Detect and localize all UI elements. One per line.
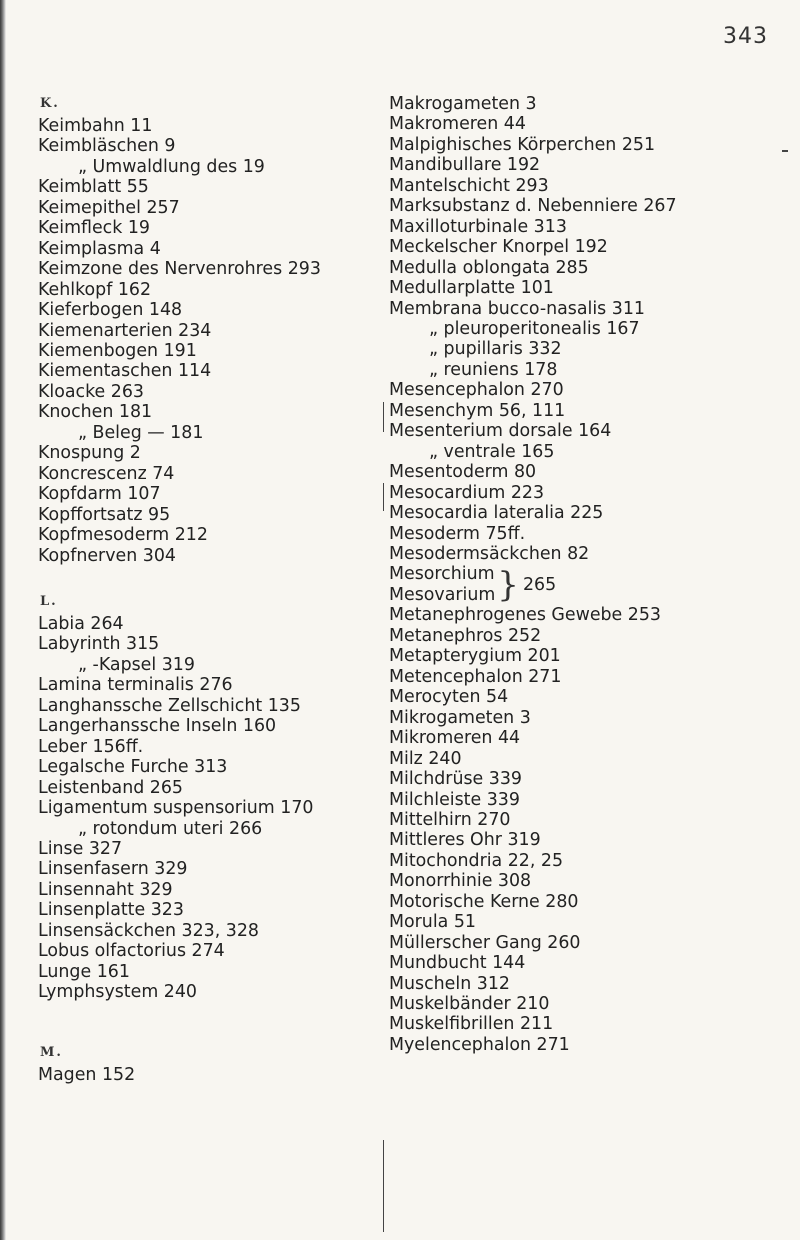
index-entry: Leistenband 265	[38, 777, 183, 798]
brace-entry-name: Mesovarium	[389, 584, 496, 605]
section-l-entries	[38, 614, 358, 1003]
index-entry: Metapterygium 201	[389, 646, 561, 667]
index-entry: Muskelbänder 210	[389, 994, 550, 1015]
index-entry: Mesodermsäckchen 82	[389, 543, 590, 564]
margin-dash-mark	[782, 150, 788, 152]
index-entry: Keimfleck 19	[38, 218, 150, 239]
index-entry: Milchdrüse 339	[389, 769, 522, 790]
index-entry: Knospung 2	[38, 443, 141, 464]
index-entry: Kloacke 263	[38, 381, 144, 402]
index-entry: Kiemenarterien 234	[38, 320, 212, 341]
margin-rule-mark	[383, 1140, 384, 1232]
index-entry: Mesocardia lateralia 225	[389, 503, 604, 524]
index-entry: Mesoderm 75ff.	[389, 523, 526, 544]
index-entry: Magen 152	[38, 1064, 136, 1085]
index-entry: Makrogameten 3	[389, 94, 537, 114]
index-entry: Lymphsystem 240	[38, 982, 197, 1003]
index-entry: Langhanssche Zellschicht 135	[38, 695, 301, 716]
index-entry: Myelencephalon 271	[389, 1034, 570, 1055]
index-entry: Mesentoderm 80	[389, 462, 537, 483]
index-entry: Mesenterium dorsale 164	[389, 421, 612, 442]
index-entry: Keimzone des Nervenrohres 293	[38, 259, 321, 280]
index-entry: Mandibullare 192	[389, 155, 541, 176]
index-entry: Mitochondria 22, 25	[389, 850, 564, 871]
index-entry: Mantelschicht 293	[389, 175, 549, 196]
index-entry: Linsennaht 329	[38, 879, 173, 900]
index-entry: Marksubstanz d. Nebenniere 267	[389, 196, 677, 217]
brace-entry-group	[389, 564, 774, 605]
index-entry: Mittleres Ohr 319	[389, 830, 541, 851]
index-entry: Muscheln 312	[389, 973, 510, 994]
index-entry: Kopffortsatz 95	[38, 504, 171, 525]
right-entries-after-brace	[389, 605, 774, 1055]
index-entry: Lamina terminalis 276	[38, 675, 233, 696]
index-entry: Meckelscher Knorpel 192	[389, 237, 608, 258]
index-entry: Linsenfasern 329	[38, 859, 188, 880]
index-entry: Mundbucht 144	[389, 953, 526, 974]
index-column-left	[38, 94, 358, 1085]
right-brace-glyph: }	[497, 564, 519, 605]
index-entry: Muskelfibrillen 211	[389, 1014, 554, 1035]
index-entry: Malpighisches Körperchen 251	[389, 134, 656, 155]
index-entry: Kiemenbogen 191	[38, 340, 197, 361]
index-entry: Müllerscher Gang 260	[389, 932, 581, 953]
index-entry: Koncrescenz 74	[38, 463, 175, 484]
right-entries-before-brace	[389, 94, 774, 564]
index-entry: Kopfmesoderm 212	[38, 525, 208, 546]
index-entry: Kiementaschen 114	[38, 361, 212, 382]
brace-entry-page: 265	[522, 574, 557, 595]
margin-rule-mark	[383, 483, 384, 511]
index-entry: Keimbahn 11	[38, 116, 153, 136]
index-entry: Kieferbogen 148	[38, 300, 183, 321]
index-subentry: „ ventrale 165	[429, 441, 555, 462]
index-entry: Linsenplatte 323	[38, 900, 184, 921]
section-k-entries	[38, 116, 358, 566]
index-entry: Legalsche Furche 313	[38, 757, 228, 778]
index-entry: Metencephalon 271	[389, 666, 562, 687]
index-entry: Milchleiste 339	[389, 789, 520, 810]
index-entry: Kopfnerven 304	[38, 545, 176, 566]
index-entry: Maxilloturbinale 313	[389, 216, 567, 237]
index-entry: Medullarplatte 101	[389, 278, 554, 299]
index-entry: Keimepithel 257	[38, 197, 180, 218]
index-entry: Mesocardium 223	[389, 482, 545, 503]
index-entry: Langerhanssche Inseln 160	[38, 716, 277, 737]
index-entry: Kehlkopf 162	[38, 279, 152, 300]
index-entry: Leber 156ff.	[38, 736, 144, 757]
index-subentry: „ -Kapsel 319	[78, 654, 195, 675]
index-entry: Keimblatt 55	[38, 177, 149, 198]
index-entry: Keimplasma 4	[38, 238, 161, 259]
brace-entry-names	[389, 564, 495, 605]
index-entry: Mesenchym 56, 111	[389, 400, 566, 421]
index-entry: Motorische Kerne 280	[389, 891, 579, 912]
section-heading-m: M.	[40, 1044, 63, 1060]
index-column-right	[389, 94, 774, 1055]
index-subentry: „ rotondum uteri 266	[78, 818, 263, 839]
index-entry: Linse 327	[38, 838, 123, 859]
index-subentry: „ Umwaldlung des 19	[78, 156, 265, 177]
index-entry: Linsensäckchen 323, 328	[38, 920, 259, 941]
index-entry: Ligamentum suspensorium 170	[38, 798, 314, 819]
index-entry: Mesencephalon 270	[389, 380, 564, 401]
index-entry: Lobus olfactorius 274	[38, 941, 225, 962]
index-entry: Mikrogameten 3	[389, 707, 531, 728]
margin-rule-mark	[383, 402, 384, 432]
index-entry: Medulla oblongata 285	[389, 257, 589, 278]
index-entry: Labia 264	[38, 613, 124, 634]
index-subentry: „ reuniens 178	[429, 359, 558, 380]
page-binding-edge	[0, 0, 6, 1240]
index-entry: Labyrinth 315	[38, 634, 160, 655]
index-entry: Milz 240	[389, 748, 462, 769]
index-entry: Membrana bucco-nasalis 311	[389, 298, 645, 319]
page-number: 343	[723, 24, 768, 49]
section-m-entries	[38, 1065, 358, 1085]
index-entry: Mikromeren 44	[389, 728, 521, 749]
index-subentry: „ pleuroperitonealis 167	[429, 318, 640, 339]
index-entry: Makromeren 44	[389, 114, 526, 135]
index-entry: Metanephrogenes Gewebe 253	[389, 605, 661, 626]
index-subentry: „ Beleg — 181	[78, 422, 204, 443]
index-entry: Monorrhinie 308	[389, 871, 532, 892]
section-heading-l: L.	[40, 593, 58, 609]
index-entry: Merocyten 54	[389, 687, 509, 708]
index-entry: Mittelhirn 270	[389, 809, 511, 830]
index-entry: Knochen 181	[38, 402, 153, 423]
index-entry: Morula 51	[389, 912, 476, 933]
index-entry: Keimbläschen 9	[38, 136, 176, 157]
index-entry: Lunge 161	[38, 961, 130, 982]
index-entry: Metanephros 252	[389, 625, 542, 646]
brace-entry-name: Mesorchium	[389, 564, 495, 585]
section-heading-k: K.	[40, 96, 60, 111]
index-entry: Kopfdarm 107	[38, 484, 161, 505]
index-subentry: „ pupillaris 332	[429, 339, 562, 360]
